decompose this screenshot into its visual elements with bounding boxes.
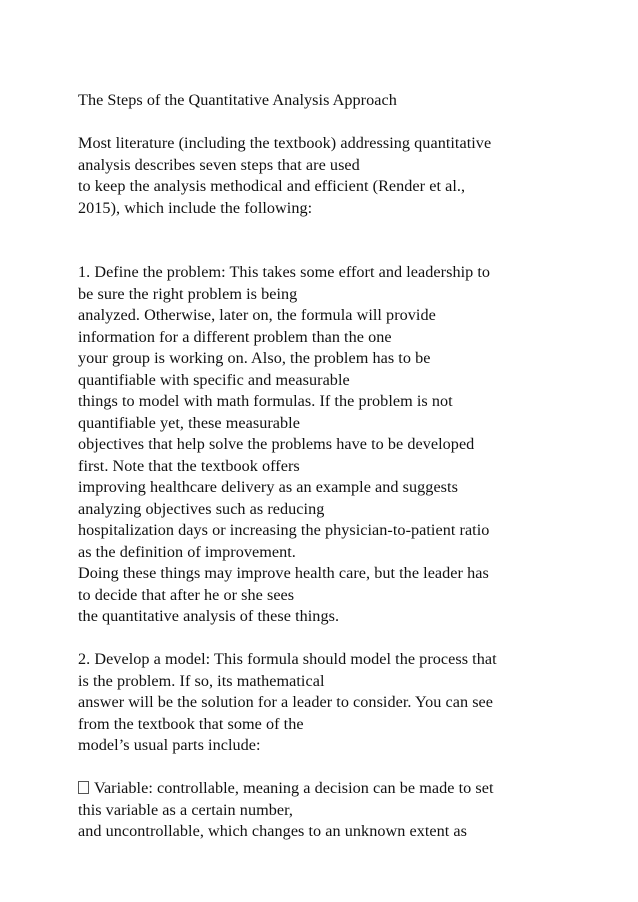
- bullet-continuation: and uncontrollable, which changes to an unknown extent as: [78, 822, 467, 840]
- step2-line: model’s usual parts include:: [78, 736, 261, 754]
- spacer: [78, 112, 638, 134]
- intro-line: 2015), which include the following:: [78, 198, 313, 217]
- step1-line: first. Note that the textbook offers: [78, 456, 300, 475]
- step1-line: hospitalization days or increasing the physician-to-patient ratio: [78, 521, 490, 539]
- step1-line: quantifiable with specific and measurable: [78, 370, 350, 389]
- document-title: The Steps of the Quantitative Analysis Approach: [78, 91, 397, 109]
- step1-line: things to model with math formulas. If the problem is not: [78, 392, 453, 410]
- step1-line: the quantitative analysis of these things.: [78, 607, 340, 625]
- step2-line: from the textbook that some of the: [78, 714, 304, 733]
- step1-line: Doing these things may improve health care, but the leader has: [78, 564, 489, 582]
- spacer: [78, 219, 638, 262]
- document-page: [78, 90, 638, 843]
- step1-line: quantifiable yet, these measurable: [78, 413, 300, 432]
- step1-line: your group is working on. Also, the problem has to be: [78, 349, 431, 367]
- intro-line: analysis describes seven steps that are used: [78, 155, 360, 174]
- step1-line: be sure the right problem is being: [78, 284, 298, 303]
- step1-line: improving healthcare delivery as an example and suggests: [78, 478, 458, 496]
- step1-line: objectives that help solve the problems have to be developed: [78, 435, 475, 453]
- intro-line: to keep the analysis methodical and efficient (Render et al.,: [78, 177, 466, 195]
- bullet-item: [78, 778, 638, 800]
- spacer: [78, 757, 638, 779]
- intro-line: Most literature (including the textbook) addressing quantitative: [78, 134, 492, 152]
- bullet-text: Variable: controllable, meaning a decision can be made to set: [94, 779, 494, 797]
- spacer: [78, 628, 638, 650]
- step1-line: analyzed. Otherwise, later on, the formula will provide: [78, 306, 436, 324]
- step2-line: answer will be the solution for a leader to consider. You can see: [78, 693, 494, 711]
- bullet-continuation: this variable as a certain number,: [78, 800, 293, 819]
- step2-line: is the problem. If so, its mathematical: [78, 671, 325, 690]
- step2-line: 2. Develop a model: This formula should model the process that: [78, 650, 497, 668]
- step1-line: to decide that after he or she sees: [78, 585, 295, 604]
- step1-line: as the definition of improvement.: [78, 542, 296, 561]
- step1-line: 1. Define the problem: This takes some effort and leadership to: [78, 263, 491, 281]
- step1-line: analyzing objectives such as reducing: [78, 499, 325, 518]
- bullet-box-icon: [78, 781, 89, 794]
- step1-line: information for a different problem than the one: [78, 327, 392, 346]
